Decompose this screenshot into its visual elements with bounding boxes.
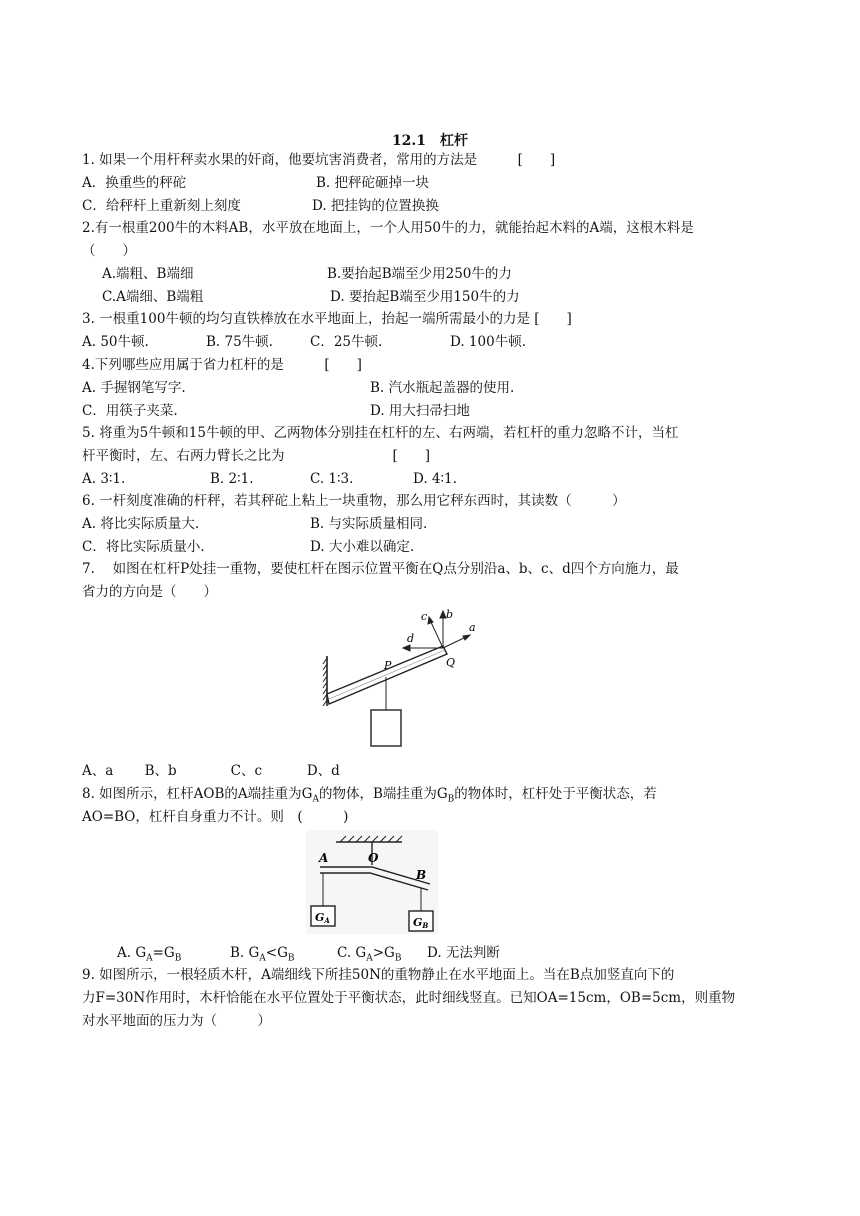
q8-stem-sub-a: A bbox=[312, 794, 319, 805]
q8-stem-line1 bbox=[82, 785, 657, 809]
q8-fig-gb: G bbox=[413, 916, 423, 929]
q6-stem: 6. 一杆刻度准确的杆秤，若其秤砣上粘上一块重物，那么用它秤东西时，其读数（ ） bbox=[82, 493, 626, 509]
q5-option-a: A. 3∶1. bbox=[82, 471, 126, 487]
q8-stem-line2: AO=BO，杠杆自身重力不计。则 ( ) bbox=[82, 809, 349, 825]
q7-options: A、a B、b C、c D、d bbox=[82, 763, 340, 779]
q8-fig-ga-sub: A bbox=[324, 916, 330, 925]
q2-option-d: D. 要抬起B端至少用150牛的力 bbox=[330, 289, 520, 305]
q1-option-c: C．给秤杆上重新刻上刻度 bbox=[82, 198, 241, 214]
q7-stem-line1: 7. 如图在杠杆P处挂一重物，要使杠杆在图示位置平衡在Q点分别沿a、b、c、d四个方向施力，最 bbox=[82, 561, 679, 577]
q8-option-a-sub1: A bbox=[146, 953, 153, 964]
q3-option-a: A. 50牛顿. bbox=[82, 334, 149, 350]
q7-fig-label-c: c bbox=[421, 610, 428, 623]
q8-option-c-text: C. G bbox=[337, 945, 367, 961]
q6-option-c: C．将比实际质量小. bbox=[82, 539, 205, 555]
q8-option-b bbox=[230, 944, 295, 968]
page-title: 12.1 杠杆 bbox=[391, 133, 469, 149]
q8-option-b-sub2: B bbox=[287, 953, 295, 964]
q8-stem-part2: 的物体，B端挂重为G bbox=[318, 786, 448, 802]
q8-option-b-text: B. G bbox=[230, 945, 260, 961]
q6-option-b: B. 与实际质量相同. bbox=[310, 516, 428, 532]
q8-option-c-mid: >G bbox=[372, 945, 395, 961]
q8-fig-ga: G bbox=[315, 911, 325, 924]
q2-option-c: C.A端细、B端粗 bbox=[102, 289, 204, 305]
q2-stem-line2: （ ） bbox=[82, 243, 136, 259]
q6-option-a: A. 将比实际质量大. bbox=[82, 516, 200, 532]
q2-option-b: B.要抬起B端至少用250牛的力 bbox=[327, 266, 512, 282]
q8-option-b-sub1: A bbox=[259, 953, 266, 964]
q8-option-a-sub2: B bbox=[174, 953, 182, 964]
q3-stem: 3. 一根重100牛顿的均匀直铁棒放在水平地面上，抬起一端所需最小的力是 [ ] bbox=[82, 311, 572, 327]
q8-option-a bbox=[117, 944, 181, 968]
q9-stem-line3: 对水平地面的压力为（ ） bbox=[82, 1013, 271, 1029]
q7-fig-label-p: P bbox=[384, 659, 392, 672]
q6-option-d: D. 大小难以确定. bbox=[310, 539, 415, 555]
q3-option-c: C．25牛顿. bbox=[310, 334, 383, 350]
q7-fig-label-q: Q bbox=[446, 656, 456, 669]
q3-option-d: D. 100牛顿. bbox=[450, 334, 526, 350]
q4-stem: 4.下列哪些应用属于省力杠杆的是 [ ] bbox=[82, 357, 362, 373]
q8-fig-gb-sub: B bbox=[422, 921, 429, 930]
q1-option-b: B. 把秤砣砸掉一块 bbox=[316, 175, 430, 191]
q5-option-d: D. 4∶1. bbox=[413, 471, 457, 487]
q8-lever-figure bbox=[306, 830, 438, 934]
q7-lever-figure bbox=[318, 606, 478, 750]
q9-stem-line2: 力F=30N作用时，木杆恰能在水平位置处于平衡状态，此时细线竖直。已知OA=15cm，OB=5cm，则重物 bbox=[82, 990, 736, 1006]
q5-option-b: B. 2∶1. bbox=[210, 471, 254, 487]
q8-fig-label-o: O bbox=[368, 851, 379, 865]
q7-fig-label-b: b bbox=[446, 608, 454, 621]
q8-fig-label-a: A bbox=[319, 851, 329, 865]
q8-option-c-sub2: B bbox=[394, 953, 402, 964]
q8-option-c-sub1: A bbox=[366, 953, 373, 964]
q5-option-c: C. 1∶3. bbox=[310, 471, 354, 487]
q5-stem-line1: 5. 将重为5牛顿和15牛顿的甲、乙两物体分别挂在杠杆的左、右两端，若杠杆的重力忽略不计，当杠 bbox=[82, 425, 679, 441]
q4-option-a: A. 手握钢笔写字. bbox=[82, 380, 186, 396]
q8-option-a-text: A. G bbox=[117, 945, 147, 961]
q8-stem-part3: 的物体时，杠杆处于平衡状态，若 bbox=[454, 786, 657, 802]
q8-option-d: D. 无法判断 bbox=[427, 945, 500, 961]
q1-stem: 1. 如果一个用杆秤卖水果的奸商，他要坑害消费者，常用的方法是 [ ] bbox=[82, 152, 556, 168]
q2-stem-line1: 2.有一根重200牛的木料AB，水平放在地面上，一个人用50牛的力，就能抬起木料的A端，这根木料是 bbox=[82, 220, 694, 236]
q8-fig-label-b: B bbox=[416, 868, 427, 882]
q3-option-b: B. 75牛顿. bbox=[206, 334, 273, 350]
q1-option-a: A．换重些的秤砣 bbox=[82, 175, 187, 191]
q4-option-d: D. 用大扫帚扫地 bbox=[370, 403, 470, 419]
q8-stem-part1: 8. 如图所示，杠杆AOB的A端挂重为G bbox=[82, 786, 313, 802]
q2-option-a: A.端粗、B端细 bbox=[102, 266, 194, 282]
q7-fig-label-d: d bbox=[407, 632, 415, 645]
q4-option-c: C．用筷子夹菜. bbox=[82, 403, 178, 419]
q8-option-b-mid: <G bbox=[265, 945, 288, 961]
q9-stem-line1: 9. 如图所示，一根轻质木杆，A端细线下所挂50N的重物静止在水平地面上。当在B点加竖直向下的 bbox=[82, 967, 675, 983]
q8-option-a-mid: =G bbox=[152, 945, 175, 961]
q7-fig-label-a: a bbox=[469, 621, 476, 634]
q8-option-c bbox=[337, 944, 401, 968]
q8-stem-sub-b: B bbox=[447, 794, 455, 805]
q5-stem-line2: 杆平衡时，左、右两力臂长之比为 [ ] bbox=[82, 448, 431, 464]
q1-option-d: D. 把挂钩的位置换换 bbox=[312, 198, 439, 214]
q7-stem-line2: 省力的方向是（ ） bbox=[82, 584, 217, 600]
q4-option-b: B. 汽水瓶起盖器的使用. bbox=[370, 380, 515, 396]
